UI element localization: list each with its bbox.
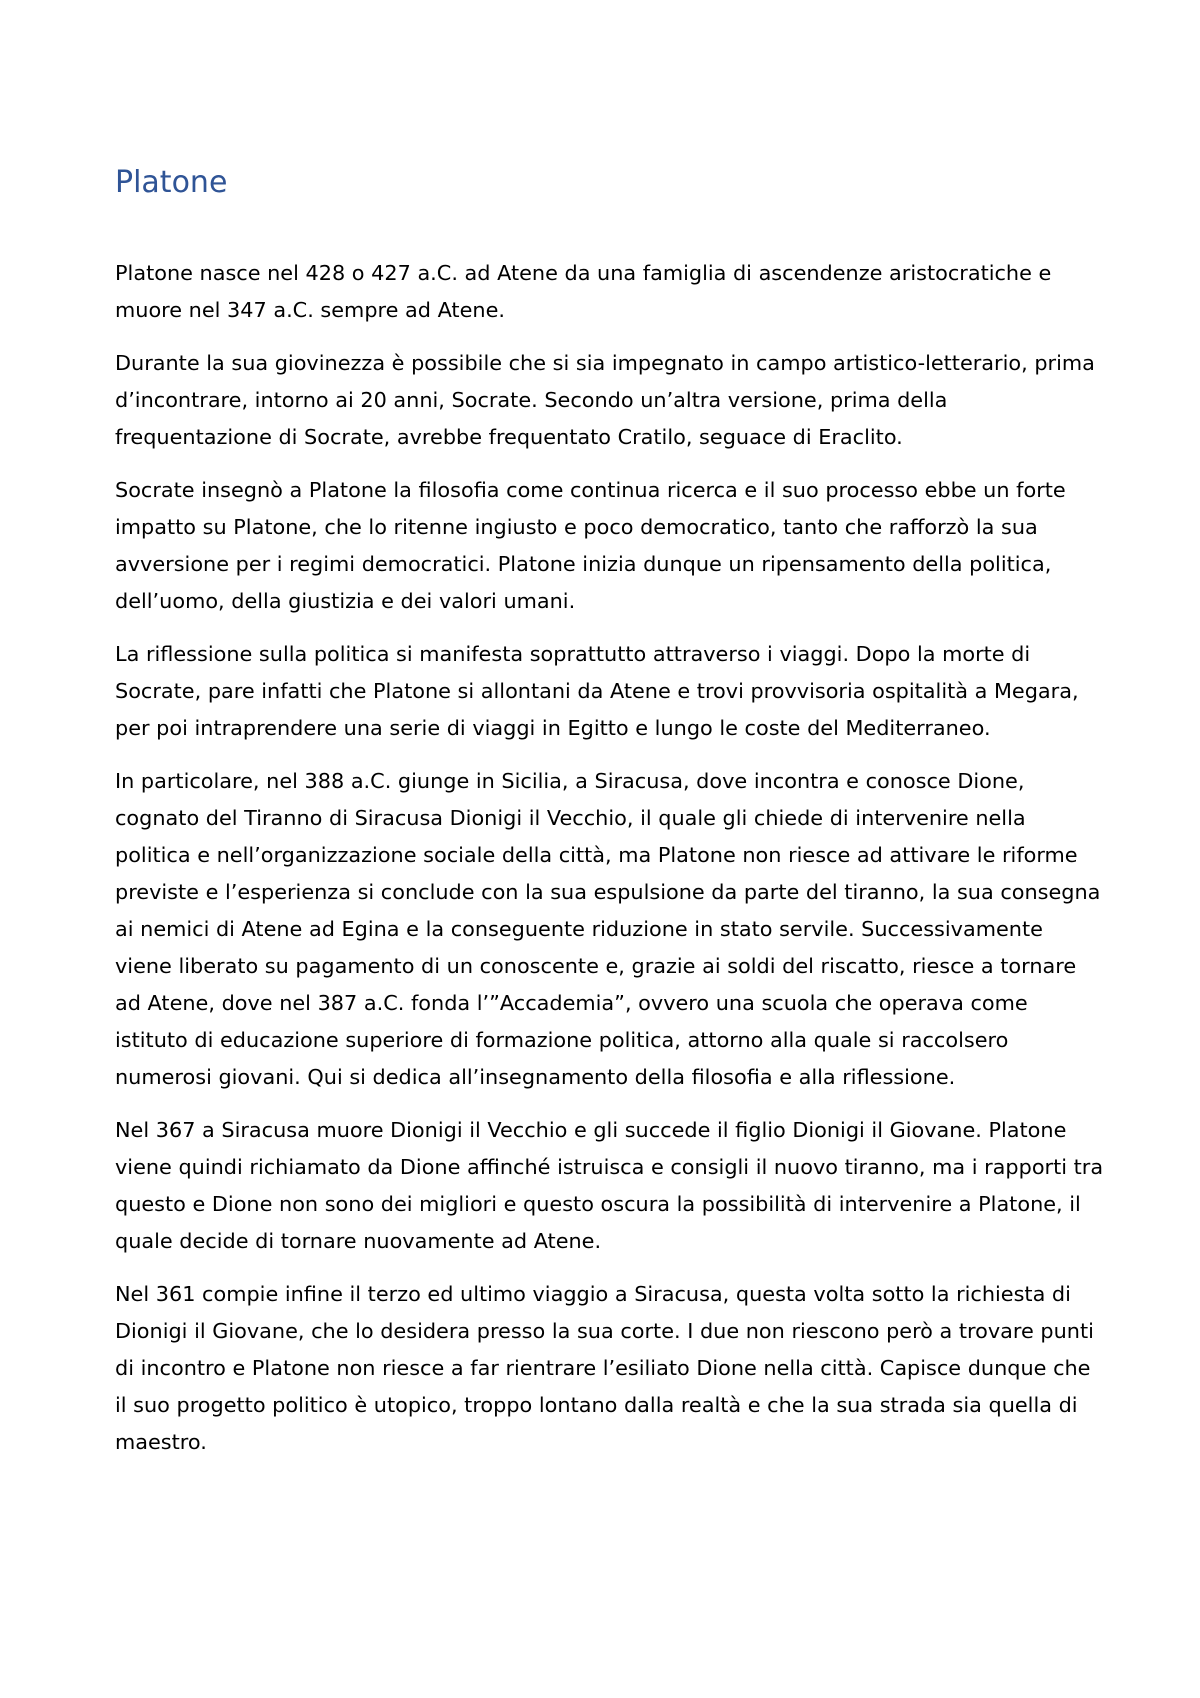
paragraph-3: Socrate insegnò a Platone la filosofia come continua ricerca e il suo processo ebbe un forte impatto su Platone, che lo ritenne ingiusto e poco democratico, tanto che rafforzò la sua avversione per i regimi democratici. Platone inizia dunque un ripensamento della politica, dell’uomo, della giustizia e dei valori umani. (115, 478, 1066, 613)
document-title: Platone (115, 165, 228, 200)
paragraph-6: Nel 367 a Siracusa muore Dionigi il Vecchio e gli succede il figlio Dionigi il Giovane. Platone viene quindi richiamato da Dione affinché istruisca e consigli il nuovo tiranno, ma i rapporti tra questo e Dione non sono dei migliori e questo oscura la possibilità di intervenire a Platone, il quale decide di tornare nuovamente ad Atene. (115, 1118, 1104, 1253)
paragraph-7: Nel 361 compie infine il terzo ed ultimo viaggio a Siracusa, questa volta sotto la richiesta di Dionigi il Giovane, che lo desidera presso la sua corte. I due non riescono però a trovare punti di incontro e Platone non riesce a far rientrare l’esiliato Dione nella città. Capisce dunque che il suo progetto politico è utopico, troppo lontano dalla realtà e che la sua strada sia quella di maestro. (115, 1282, 1094, 1454)
paragraph-1: Platone nasce nel 428 o 427 a.C. ad Atene da una famiglia di ascendenze aristocratiche e muore nel 347 a.C. sempre ad Atene. (115, 261, 1052, 322)
paragraph-5: In particolare, nel 388 a.C. giunge in Sicilia, a Siracusa, dove incontra e conosce Dione, cognato del Tiranno di Siracusa Dionigi il Vecchio, il quale gli chiede di intervenire nella politica e nell’organizzazione sociale della città, ma Platone non riesce ad attivare le riforme previste e l’esperienza si conclude con la sua espulsione da parte del tiranno, la sua consegna ai nemici di Atene ad Egina e la conseguente riduzione in stato servile. Successivamente viene liberato su pagamento di un conoscente e, grazie ai soldi del riscatto, riesce a tornare ad Atene, dove nel 387 a.C. fonda l’”Accademia”, ovvero una scuola che operava come istituto di educazione superiore di formazione politica, attorno alla quale si raccolsero numerosi giovani. Qui si dedica all’insegnamento della filosofia e alla riflessione. (115, 769, 1101, 1089)
paragraph-2: Durante la sua giovinezza è possibile che si sia impegnato in campo artistico-letterario, prima d’incontrare, intorno ai 20 anni, Socrate. Secondo un’altra versione, prima della frequentazione di Socrate, avrebbe frequentato Cratilo, seguace di Eraclito. (115, 351, 1095, 449)
paragraph-4: La riflessione sulla politica si manifesta soprattutto attraverso i viaggi. Dopo la morte di Socrate, pare infatti che Platone si allontani da Atene e trovi provvisoria ospitalità a Megara, per poi intraprendere una serie di viaggi in Egitto e lungo le coste del Mediterraneo. (115, 642, 1079, 740)
document-body (115, 255, 1105, 1477)
